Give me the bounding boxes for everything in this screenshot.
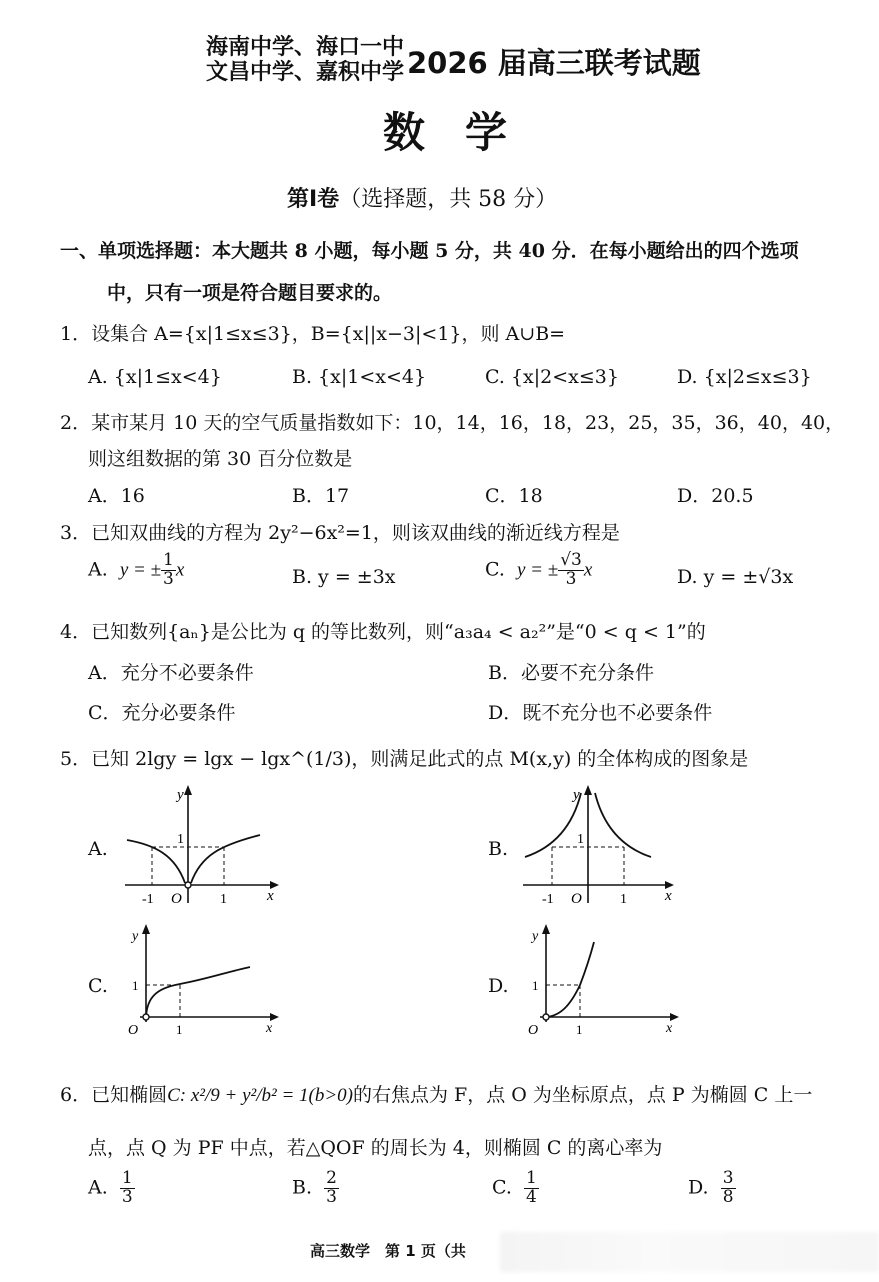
origin-label: O (171, 891, 182, 907)
q3-option-a-den: 3 (163, 568, 174, 589)
q6-text-pre: 已知椭圆 (91, 1084, 168, 1106)
y-label: y (132, 929, 139, 944)
q2-option-c: C．18 (485, 485, 543, 507)
q6-option-c-label: C. (492, 1176, 512, 1199)
q2-option-b: B．17 (292, 485, 350, 507)
q3-option-c-var: x (583, 559, 593, 581)
q3-option-d: D. y = ±√3x (677, 566, 794, 588)
school-names (206, 35, 404, 85)
q3-option-c-num: √3 (560, 550, 582, 570)
q3-option-c-lhs: y = ± (517, 559, 559, 581)
q2-stem-1 (60, 408, 844, 435)
origin-hole (143, 1014, 149, 1020)
q6-option-c (492, 1170, 539, 1207)
q2-text-1: 某市某月 10 天的空气质量指数如下：10，14，16，18，23，25，35，36，40，40， (91, 412, 845, 434)
q6-option-d-den: 8 (722, 1186, 734, 1207)
q4-option-d: D．既不充分也不必要条件 (488, 702, 713, 724)
q6-option-b-num: 2 (326, 1168, 337, 1188)
q2-option-d: D．20.5 (677, 485, 754, 507)
y-axis-arrow (184, 785, 192, 795)
q6-option-d-frac (721, 1170, 736, 1207)
q4-number: 4． (60, 621, 92, 643)
q3-number: 3． (60, 522, 92, 544)
curve (127, 835, 260, 883)
tick-1-y: 1 (132, 978, 139, 993)
q6-option-c-num: 1 (526, 1168, 537, 1188)
x-label: x (665, 888, 672, 904)
tick-1-x: 1 (220, 892, 227, 907)
section-heading-label: 一、单项选择题： (60, 240, 213, 262)
q5-graph-a (115, 785, 285, 910)
q2-stem-2: 则这组数据的第 30 百分位数是 (88, 448, 353, 470)
tick-1-y: 1 (177, 832, 184, 847)
tick-neg1: -1 (542, 892, 554, 907)
q6-option-b-label: B. (292, 1176, 313, 1199)
q2-number: 2． (60, 412, 92, 434)
q1-option-d: D. {x|2≤x≤3} (677, 366, 812, 388)
q4-stem (60, 617, 706, 644)
y-axis-arrow (584, 785, 592, 795)
x-axis-arrow (270, 1013, 279, 1021)
q6-option-a-num: 1 (121, 1168, 133, 1188)
q1-text: 设集合 A={x|1≤x≤3}，B={x||x−3|<1}，则 A∪B= (91, 323, 566, 345)
y-label: y (573, 787, 580, 803)
x-label: x (266, 1021, 273, 1036)
origin-hole (543, 1014, 549, 1020)
q5-option-a-label: A. (88, 838, 108, 860)
q5-graph-c (122, 922, 282, 1037)
y-axis-arrow (142, 924, 150, 934)
q6-option-a-frac (120, 1170, 135, 1207)
q6-option-b (292, 1170, 339, 1207)
q3-stem (60, 518, 620, 545)
q6-ellipse-equation: C: x²/9 + y²/b² = 1(b>0) (167, 1085, 353, 1106)
curve (546, 942, 594, 1017)
q5-option-b-label: B. (488, 838, 509, 860)
origin-label: O (128, 1023, 139, 1037)
x-axis-arrow (670, 1013, 679, 1021)
q6-option-b-frac (324, 1170, 339, 1207)
q3-option-a-label: A. (88, 558, 108, 581)
part-label: 第Ⅰ卷 (287, 187, 340, 212)
x-label: x (267, 888, 274, 904)
q6-option-a-label: A. (88, 1176, 108, 1199)
q3-option-a-frac (161, 552, 176, 589)
q6-option-a (88, 1170, 135, 1207)
q6-stem-2: 点，点 Q 为 PF 中点，若△QOF 的周长为 4，则椭圆 C 的离心率为 (88, 1137, 663, 1159)
section-desc-1: 本大题共 8 小题，每小题 5 分，共 40 分．在每小题给出的四个选项 (212, 240, 799, 262)
x-label: x (666, 1021, 673, 1036)
q5-option-c-label: C. (88, 975, 108, 997)
q5-graph-d (522, 922, 682, 1037)
q1-option-c: C. {x|2<x≤3} (485, 366, 619, 388)
q6-option-a-den: 3 (121, 1186, 133, 1207)
tick-1-y: 1 (532, 978, 539, 993)
subject-title: 数学 (383, 108, 548, 157)
q1-option-b: B. {x|1<x<4} (292, 366, 427, 388)
q6-option-b-den: 3 (326, 1186, 337, 1207)
q4-option-c: C．充分必要条件 (88, 702, 236, 724)
q6-option-c-den: 4 (526, 1186, 537, 1207)
part-title (287, 182, 557, 213)
y-axis-arrow (542, 924, 550, 934)
q5-stem (60, 744, 748, 771)
q6-text-post: 的右焦点为 F，点 O 为坐标原点，点 P 为椭圆 C 上一 (353, 1084, 813, 1106)
q2-option-a: A．16 (88, 485, 145, 507)
page-footer: 高三数学 第 1 页（共 (310, 1242, 466, 1260)
q4-option-a: A．充分不必要条件 (88, 662, 254, 684)
curve (146, 967, 250, 1017)
q6-option-d-num: 3 (722, 1168, 734, 1188)
exam-title: 2026 届高三联考试题 (407, 46, 701, 80)
part-note: （选择题，共 58 分） (339, 187, 558, 212)
tick-1-x: 1 (620, 892, 627, 907)
q6-stem-1 (60, 1080, 812, 1107)
q6-option-d (688, 1170, 736, 1207)
q6-option-c-frac (524, 1170, 539, 1207)
q3-option-c-label: C. (485, 558, 505, 581)
y-label: y (177, 787, 184, 803)
section-desc-2: 中，只有一项是符合题目要求的。 (107, 282, 393, 304)
tick-neg1: -1 (142, 892, 154, 907)
q1-number: 1． (60, 323, 92, 345)
tick-1-x: 1 (576, 1022, 583, 1037)
origin-hole (185, 882, 191, 888)
watermark-blur (500, 1232, 879, 1272)
q1-option-a: A. {x|1≤x<4} (88, 366, 222, 388)
q6-number: 6． (60, 1084, 92, 1106)
q3-option-a (88, 552, 184, 589)
q3-option-c-den: 3 (565, 568, 577, 589)
q3-text: 已知双曲线的方程为 2y²−6x²=1，则该双曲线的渐近线方程是 (91, 522, 620, 544)
q4-text: 已知数列{aₙ}是公比为 q 的等比数列，则“a₃a₄ < a₂²”是“0 < q < 1”的 (91, 621, 706, 643)
q1-stem (60, 319, 565, 346)
q5-number: 5． (60, 748, 92, 770)
q3-option-b: B. y = ±3x (292, 566, 396, 588)
tick-1-y: 1 (577, 832, 584, 847)
q6-option-d-label: D. (688, 1176, 709, 1199)
school-line-1: 海南中学、海口一中 (206, 35, 405, 60)
origin-label: O (571, 891, 582, 907)
section-heading (60, 236, 799, 263)
q5-option-d-label: D. (488, 975, 509, 997)
q4-option-b: B．必要不充分条件 (488, 662, 654, 684)
q3-option-a-num: 1 (163, 550, 174, 570)
q3-option-a-lhs: y = ± (119, 559, 162, 581)
q5-graph-b (515, 785, 685, 910)
tick-1-x: 1 (176, 1022, 183, 1037)
q3-option-c (485, 552, 592, 589)
q3-option-c-frac (558, 552, 584, 589)
origin-label: O (528, 1023, 539, 1037)
q5-text: 已知 2lgy = lgx − lgx^(1/3)，则满足此式的点 M(x,y) 的全体构成的图象是 (91, 748, 749, 770)
school-line-2: 文昌中学、嘉积中学 (206, 60, 405, 85)
q3-option-a-var: x (175, 559, 185, 581)
y-label: y (532, 929, 539, 944)
